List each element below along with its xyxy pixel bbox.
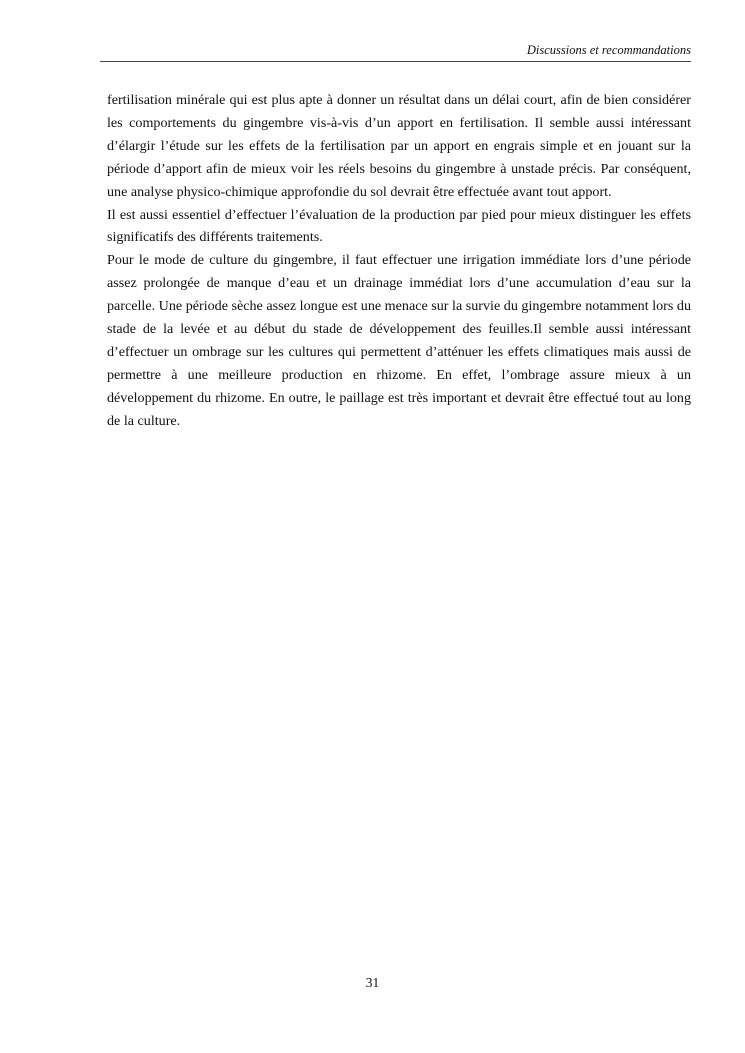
page-header: [100, 41, 691, 62]
page-number: 31: [365, 975, 380, 990]
running-header-title: Discussions et recommandations: [526, 43, 691, 57]
paragraph-mode-de-culture: Pour le mode de culture du gingembre, il faut effectuer une irrigation immédiate lors d’une période assez prolongée de manque d’eau et un drainage immédiat lors d’une accumulation d’eau sur la parcelle. Une période sèche assez longue est une menace sur la survie du gingembre notamment lors du stade de la levée et au début du stade de développement des feuilles.Il semble aussi intéressant d’effectuer un ombrage sur les cultures qui permettent d’atténuer les effets climatiques mais aussi de permettre à une meilleure production en rhizome. En effet, l’ombrage assure mieux à un développement du rhizome. En outre, le paillage est très important et devrait être effectué tout au long de la culture.: [107, 252, 691, 429]
body-text: [107, 89, 691, 433]
paragraph-evaluation: Il est aussi essentiel d’effectuer l’évaluation de la production par pied pour mieux distinguer les effets significatifs des différents traitements.: [107, 206, 691, 246]
paragraph-fertilisation: fertilisation minérale qui est plus apte à donner un résultat dans un délai court, afin de bien considérer les comportements du gingembre vis-à-vis d’un apport en fertilisation. Il semble aussi intéressant d’élargir l’étude sur les effets de la fertilisation par un apport en engrais simple et en jouant sur la période d’apport afin de mieux voir les réels besoins du gingembre à unstade précis. Par conséquent, une analyse physico-chimique approfondie du sol devrait être effectuée avant tout apport.: [107, 92, 691, 200]
